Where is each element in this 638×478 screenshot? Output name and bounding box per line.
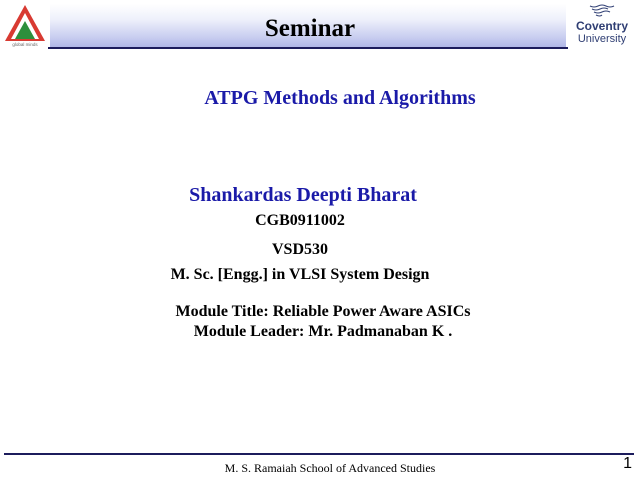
student-id: CGB0911002 xyxy=(255,212,345,229)
logo-tagline: global minds xyxy=(12,42,38,47)
module-leader: Module Leader: Mr. Padmanaban K . xyxy=(193,323,453,340)
degree-program: M. Sc. [Engg.] in VLSI System Design xyxy=(170,266,430,283)
module-title: Module Title: Reliable Power Aware ASICs xyxy=(175,303,471,320)
footer-institution: M. S. Ramaiah School of Advanced Studies xyxy=(224,461,436,475)
coventry-university-logo-icon xyxy=(570,4,634,48)
header-divider xyxy=(48,47,568,49)
logo-line-1: Coventry xyxy=(575,19,629,33)
logo-line-2: University xyxy=(577,33,627,45)
page-title: Seminar xyxy=(264,15,356,42)
author-name: Shankardas Deepti Bharat xyxy=(189,184,417,206)
course-code: VSD530 xyxy=(271,241,328,258)
page-number: 1 xyxy=(623,455,632,472)
msrsas-logo-icon xyxy=(3,3,47,47)
footer-divider xyxy=(4,453,634,455)
topic-title: ATPG Methods and Algorithms xyxy=(204,87,476,109)
